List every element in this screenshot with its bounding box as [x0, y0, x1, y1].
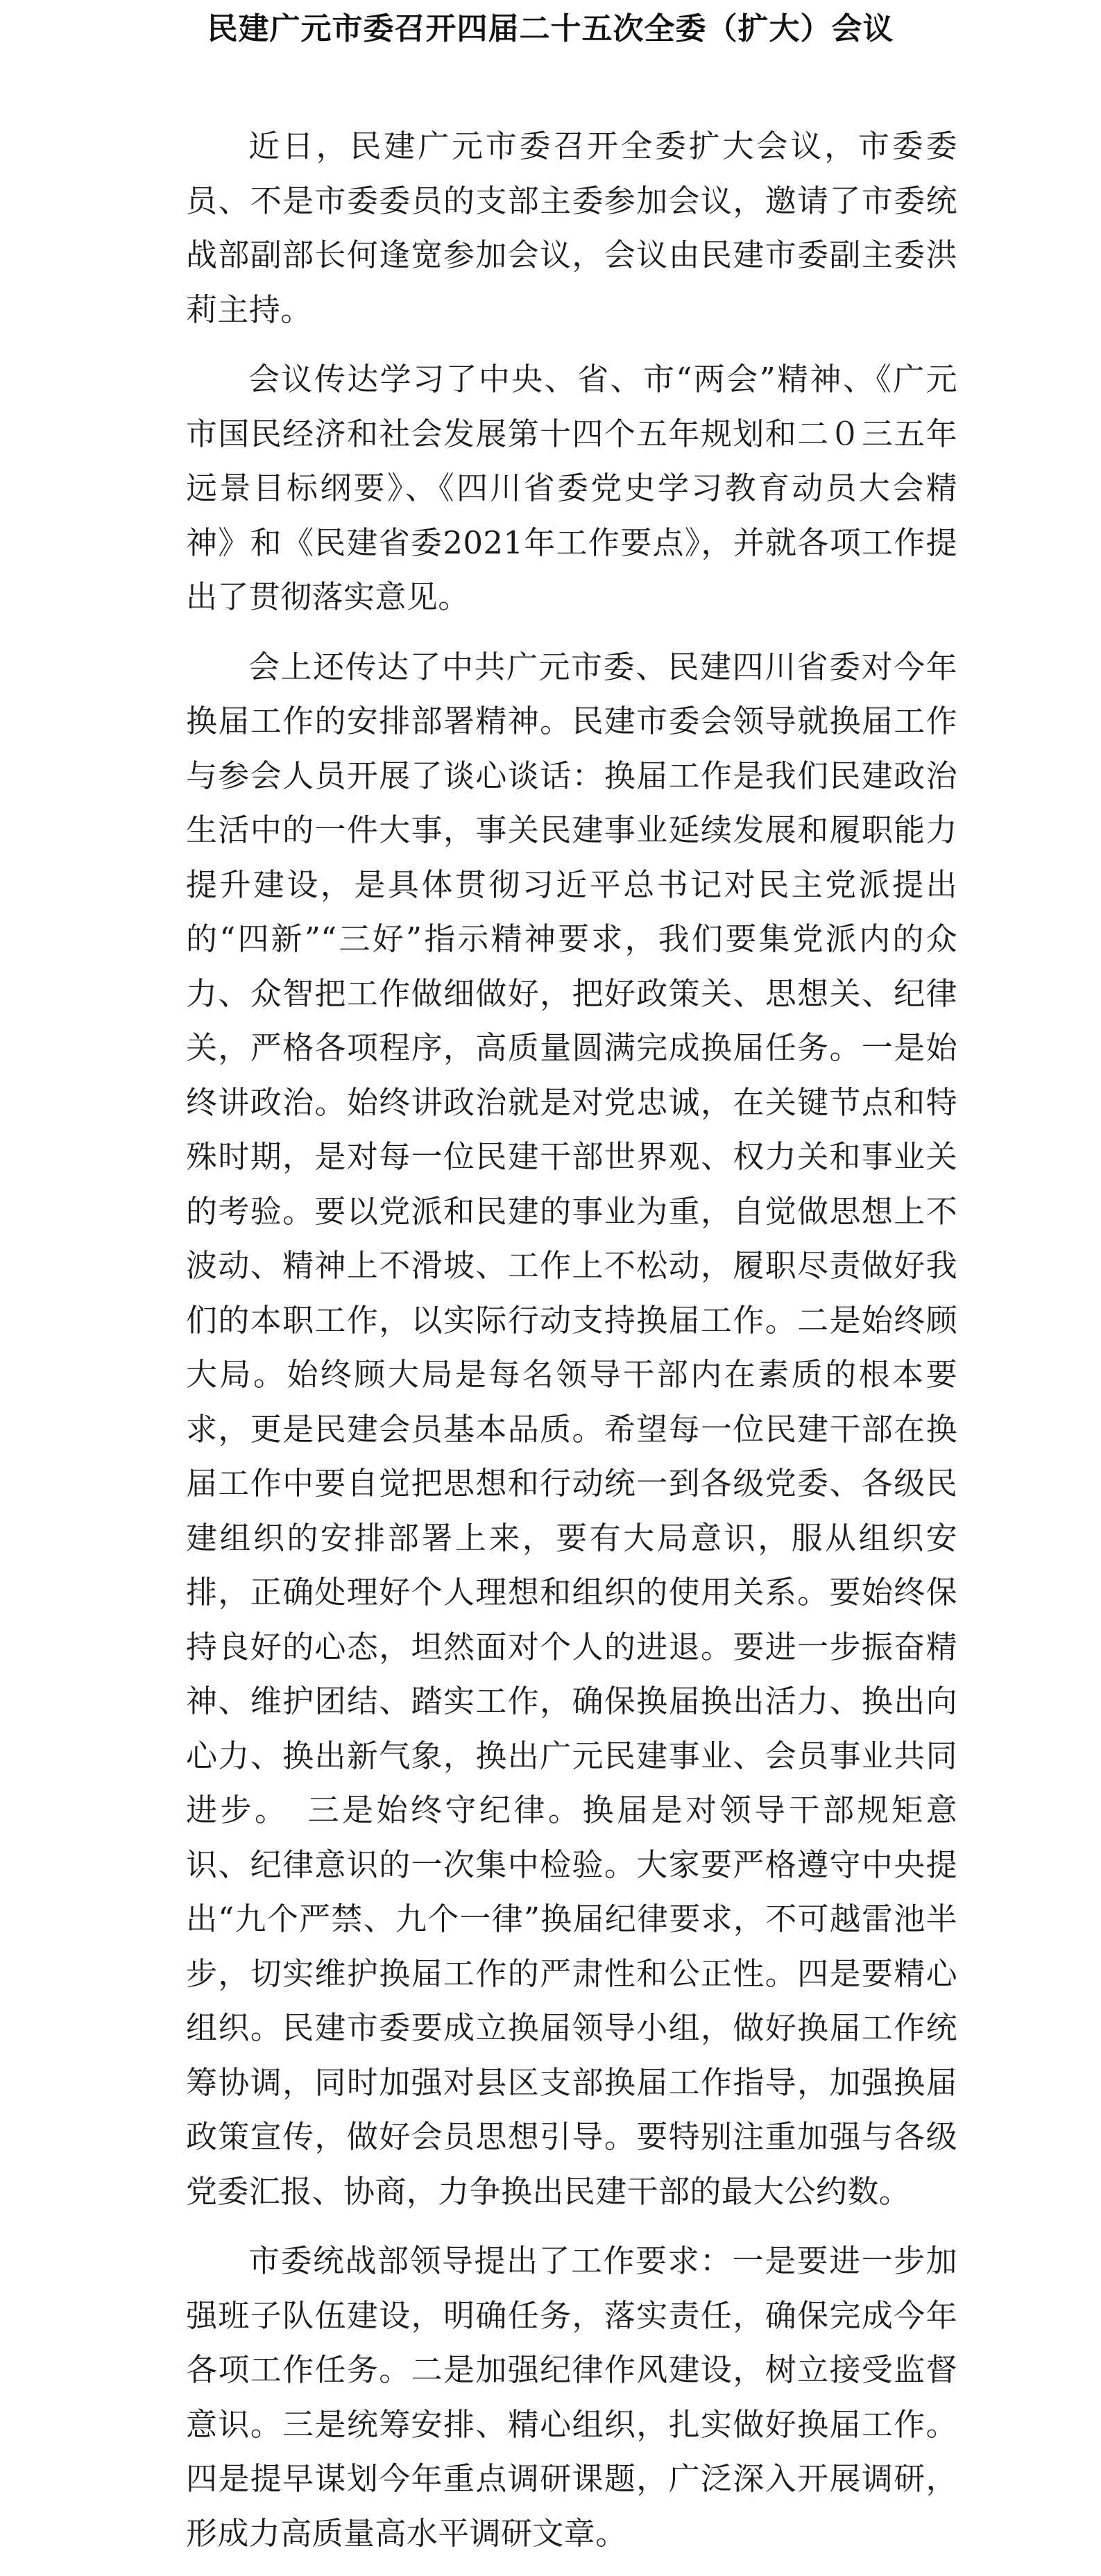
paragraph-requirements: 市委统战部领导提出了工作要求：一是要进一步加强班子队伍建设，明确任务，落实责任，确保完成今年各项工作任务。二是加强纪律作风建设，树立接受监督意识。三是统筹安排、精心组织，扎实做好换届工作。四是提早谋划今年重点调研课题，广泛深入开展调研，形成力高质量高水平调研文章。 — [186, 2242, 957, 2552]
article-body — [186, 119, 957, 2576]
paragraph-study: 会议传达学习了中央、省、市“两会”精神、《广元市国民经济和社会发展第十四个五年规划和二０三五年远景目标纲要》、《四川省委党史学习教育动员大会精神》和《民建省委2021年工作要点》，并就各项工作提出了贯彻落实意见。 — [186, 361, 957, 615]
article-title: 民建广元市委召开四届二十五次全委（扩大）会议 — [207, 11, 894, 46]
paragraph-election-work: 会上还传达了中共广元市委、民建四川省委对今年换届工作的安排部署精神。民建市委会领导就换届工作与参会人员开展了谈心谈话：换届工作是我们民建政治生活中的一件大事，事关民建事业延续发展和履职能力提升建设，是具体贯彻习近平总书记对民主党派提出的“四新”“三好”指示精神要求，我们要集党派内的众力、众智把工作做细做好，把好政策关、思想关、纪律关，严格各项程序，高质量圆满完成换届任务。一是始终讲政治。始终讲政治就是对党忠诚，在关键节点和特殊时期，是对每一位民建干部世界观、权力关和事业关的考验。要以党派和民建的事业为重，自觉做思想上不波动、精神上不滑坡、工作上不松动，履职尽责做好我们的本职工作，以实际行动支持换届工作。二是始终顾大局。始终顾大局是每名领导干部内在素质的根本要求，更是民建会员基本品质。希望每一位民建干部在换届工作中要自觉把思想和行动统一到各级党委、各级民建组织的安排部署上来，要有大局意识，服从组织安排，正确处理好个人理想和组织的使用关系。要始终保持良好的心态，坦然面对个人的进退。要进一步振奋精神、维护团结、踏实工作，确保换届换出活力、换出向心力、换出新气象，换出广元民建事业、会员事业共同进步。 三是始终守纪律。换届是对领导干部规矩意识、纪律意识的一次集中检验。大家要严格遵守中央提出“九个严禁、九个一律”换届纪律要求，不可越雷池半步，切实维护换届工作的严肃性和公正性。四是要精心组织。民建市委要成立换届领导小组，做好换届工作统筹协调，同时加强对县区支部换届工作指导，加强换届政策宣传，做好会员思想引导。要特别注重加强与各级党委汇报、协商，力争换出民建干部的最大公约数。 — [186, 648, 957, 2210]
paragraph-intro: 近日，民建广元市委召开全委扩大会议，市委委员、不是市委委员的支部主委参加会议，邀请了市委统战部副部长何逢宽参加会议，会议由民建市委副主委洪莉主持。 — [186, 128, 957, 328]
